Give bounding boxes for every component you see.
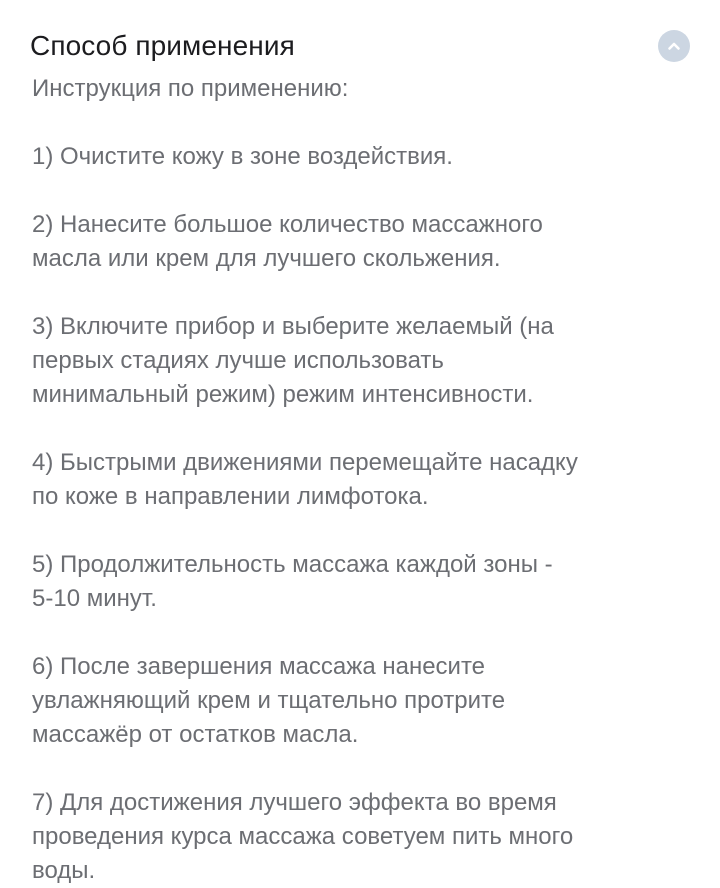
section-header[interactable] (30, 24, 690, 68)
instruction-line: 4) Быстрыми движениями перемещайте насадку (32, 449, 578, 476)
chevron-up-icon (666, 38, 682, 54)
instruction-line: воды. (32, 857, 96, 884)
instruction-line: 6) После завершения массажа нанесите (32, 653, 486, 680)
instruction-line: 2) Нанесите большое количество массажного (32, 211, 543, 238)
instruction-line: проведения курса массажа советуем пить много (32, 823, 574, 850)
instruction-line: массажёр от остатков масла. (32, 721, 359, 748)
instruction-steps (32, 140, 692, 888)
instruction-step (32, 310, 692, 412)
instruction-line: по коже в направлении лимфотока. (32, 483, 429, 510)
instruction-line: 5-10 минут. (32, 585, 157, 612)
instruction-step (32, 446, 692, 514)
instruction-line: увлажняющий крем и тщательно протрите (32, 687, 506, 714)
instruction-step (32, 650, 692, 752)
instructions-intro: Инструкция по применению: (32, 75, 349, 102)
instruction-line: 3) Включите прибор и выберите желаемый (на (32, 313, 554, 340)
collapse-button[interactable] (658, 30, 690, 62)
instruction-line: 5) Продолжительность массажа каждой зоны - (32, 551, 553, 578)
instructions-body (32, 72, 692, 888)
instruction-step (32, 786, 692, 888)
instruction-step (32, 140, 692, 174)
instruction-line: минимальный режим) режим интенсивности. (32, 381, 534, 408)
instruction-line: масла или крем для лучшего скольжения. (32, 245, 501, 272)
instruction-line: первых стадиях лучше использовать (32, 347, 444, 374)
instruction-line: 7) Для достижения лучшего эффекта во время (32, 789, 557, 816)
instruction-step (32, 548, 692, 616)
instruction-step (32, 208, 692, 276)
instruction-line: 1) Очистите кожу в зоне воздействия. (32, 143, 453, 170)
section-title: Способ применения (30, 30, 295, 61)
